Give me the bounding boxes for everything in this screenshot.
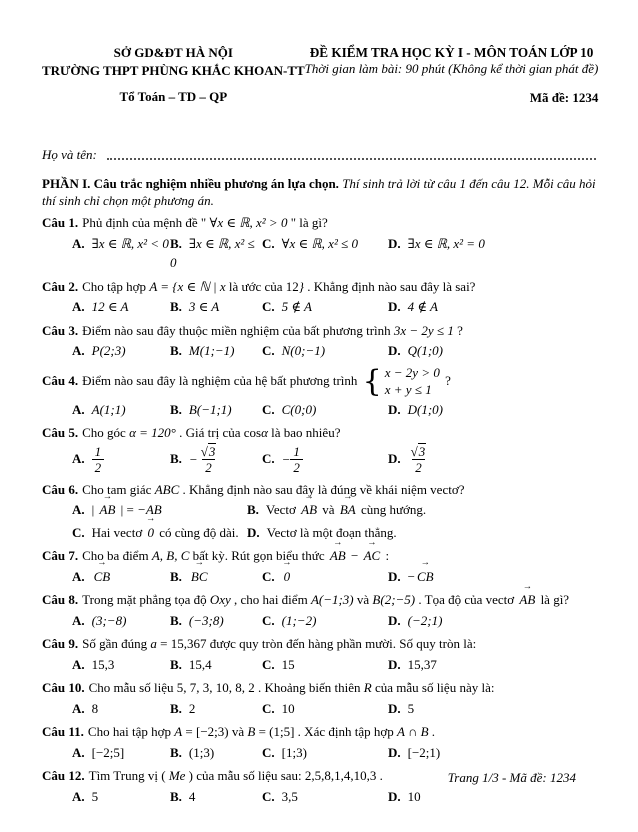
option-B: B. B(−1;1) [170,401,232,417]
option-A: A. 8 [72,700,99,716]
question-number: Câu 10. [42,680,85,696]
option-letter: B. [170,700,182,716]
question-number: Câu 8. [42,592,79,608]
vector-notation: AC → [362,546,383,566]
option-A: A. 5 [72,788,99,804]
part1-heading [42,175,596,209]
options-row [42,655,596,675]
option-C: C. ∀x ∈ ℝ, x² ≤ 0 [262,235,358,251]
vector-notation: CB → [415,567,436,587]
option-D: D. − CB → [388,567,596,587]
question-text: Câu 10. Cho mẫu số liệu 5, 7, 3, 10, 8, 2 . Khoảng biến thiên R của mẫu số liệu này là: [42,680,495,696]
question-text: Câu 4. Điểm nào sau đây là nghiệm của hệ bất phương trình { x − 2y > 0 x + y ≤ 1 ? [42,363,451,399]
option-letter: C. [262,612,275,628]
name-label: Họ và tên: [42,146,97,162]
option-A: A. P(2;3) [72,343,126,359]
option-A: A. ∃x ∈ ℝ, x² < 0 [72,235,169,251]
header-right [305,44,599,107]
option-B: B. (−3;8) [170,612,224,628]
options-row [42,787,596,807]
name-line [42,147,596,163]
option-letter: D. [388,299,401,315]
option-letter: A. [72,502,85,518]
option-letter: D. [388,744,401,760]
name-fill-dots [107,157,596,160]
option-letter: D. [388,656,401,672]
question-11 [42,722,596,762]
option-C: C. N(0;−1) [262,343,326,359]
fraction: 1 2 [92,444,105,476]
question-text: Câu 5. Cho góc α = 120° . Giá trị của cosα là bao nhiêu? [42,425,341,441]
question-4 [42,365,596,419]
question-1 [42,213,596,273]
option-letter: A. [72,656,85,672]
question-number: Câu 7. [42,548,79,564]
option-letter: B. [170,450,182,466]
question-text: Câu 9. Số gần đúng a = 15,367 được quy tròn đến hàng phần mười. Số quy tròn là: [42,636,477,652]
option-B: B. 4 [170,788,196,804]
vector-notation: 0 → [282,567,293,587]
option-letter: D. [388,700,401,716]
option-C: C. 15 [262,656,295,672]
option-letter: C. [262,700,275,716]
exam-duration: Thời gian làm bài: 90 phút (Không kể thời gian phát đề) [304,61,599,77]
options-row [42,699,596,719]
option-B [170,567,262,587]
exam-code: Mã đề: 1234 [529,90,599,106]
option-letter: D. [247,524,260,540]
option-letter: D. [388,568,401,584]
option-letter: A. [72,299,85,315]
question-9 [42,634,596,674]
question-text: Câu 2. Cho tập hợp A = {x ∈ ℕ | x là ước của 12} . Khẳng định nào sau đây là sai? [42,278,476,294]
option-A: A. (3;−8) [72,612,127,628]
option-D: D. [−2;1) [388,744,441,760]
option-B: B. 15,4 [170,656,212,672]
option-A: A. 12 ∈ A [72,299,129,315]
option-D: D. 4 ∉ A [388,299,438,315]
option-D: D. ∃x ∈ ℝ, x² = 0 [388,235,485,251]
option-letter: C. [262,235,275,251]
option-B: B. 3 ∈ A [170,299,220,315]
part1-title: PHẦN I. Câu trắc nghiệm nhiều phương án lựa chọn. [42,175,339,191]
header [42,44,599,107]
fraction: − $\frac{√3}{2}$ [188,443,216,476]
department-name: SỞ GD&ĐT HÀ NỘI [113,45,233,60]
question-number: Câu 11. [42,724,84,740]
option-letter: B. [170,568,182,584]
fraction: √3 2 [410,443,426,476]
question-number: Câu 4. [42,372,79,388]
school-name: TRƯỜNG THPT PHÙNG KHẮC KHOAN-TT [42,62,305,78]
options-row [42,611,596,631]
question-number: Câu 1. [42,215,79,231]
option-D: D. 15,37 [388,656,437,672]
question-text: Câu 3. Điểm nào sau đây thuộc miền nghiệm của bất phương trình 3x − 2y ≤ 1 ? [42,322,463,338]
option-letter: B. [170,744,182,760]
question-number: Câu 2. [42,278,79,294]
vector-notation: AB → [299,500,319,520]
header-left [42,44,305,106]
option-letter: B. [170,343,182,359]
option-letter: A. [72,450,85,466]
option-letter: C. [262,401,275,417]
vector-notation: BC → [189,567,210,587]
question-number: Câu 12. [42,768,85,784]
option-B: B. Vectơ AB → và BA → cùng hướng. [247,500,596,520]
option-letter: C. [262,343,275,359]
option-B: B. M(1;−1) [170,343,235,359]
question-text: Câu 1. Phủ định của mệnh đề " ∀x ∈ ℝ, x² > 0 " là gì? [42,215,328,231]
option-letter: D. [388,612,401,628]
option-letter: C. [262,656,275,672]
option-C [262,567,388,587]
vector-notation: AB → [98,500,118,520]
question-3 [42,321,596,361]
option-letter: B. [170,401,182,417]
option-letter: D. [388,343,401,359]
option-letter: B. [247,502,259,518]
option-letter: A. [72,568,85,584]
option-D [388,444,596,476]
option-letter: D. [388,401,401,417]
options-row [42,400,596,420]
option-A: A. [−2;5] [72,744,125,760]
option-letter: D. [388,235,401,251]
option-B: B. ∃x ∈ ℝ, x² ≤ 0 [170,235,255,271]
option-B [170,444,262,476]
options-row [42,234,596,273]
options-row [42,567,596,587]
question-text: Câu 7. Cho ba điểm A, B, C bất kỳ. Rút gọn biểu thức AB → − AC → : [42,546,596,566]
option-C: C. (1;−2) [262,612,317,628]
page-footer: Trang 1/3 - Mã đề: 1234 [447,770,576,785]
option-B: B. 2 [170,700,196,716]
option-letter: A. [72,744,85,760]
option-letter: B. [170,299,182,315]
option-A: A. A(1;1) [72,401,126,417]
question-text: Câu 12. Tìm Trung vị ( Me ) của mẫu số liệu sau: 2,5,8,1,4,10,3 . [42,768,383,784]
part1-note: Thí sinh trả lời từ câu 1 đến câu 12. Mỗi câu hỏi thí sinh chỉ chọn một phương án. [42,175,596,209]
vector-notation: 0 → [145,523,156,543]
inequality-system: { x − 2y > 0 x + y ≤ 1 [362,363,440,399]
vector-notation: BA → [338,500,358,520]
option-D: D. D(1;0) [388,401,444,417]
subject-group: Tổ Toán – TD – QP [119,89,228,105]
option-letter: B. [170,788,182,804]
option-letter: A. [72,700,85,716]
option-letter: A. [72,235,85,251]
options-row [42,341,596,361]
options-row [42,444,596,476]
option-letter: A. [72,788,85,804]
option-A: A. | AB → | = −AB [72,500,247,520]
question-text: Câu 11. Cho hai tập hợp A = [−2;3) và B = (1;5] . Xác định tập hợp A ∩ B . [42,724,436,740]
option-letter: D. [388,788,401,804]
option-D: D. 10 [388,788,421,804]
option-letter: B. [170,235,182,251]
option-letter: C. [262,450,275,466]
option-A [72,444,170,476]
question-10 [42,678,596,718]
option-letter: C. [72,524,85,540]
option-letter: C. [262,568,275,584]
vector-notation: AB → [328,546,348,566]
vector-notation: CB → [92,567,113,587]
option-B: B. (1;3) [170,744,215,760]
question-text: Câu 6. Cho tam giác ABC . Khẳng định nào sau đây là đúng về khái niệm vectơ? [42,481,465,497]
option-A [72,567,170,587]
option-C: C. 10 [262,700,295,716]
question-text: Câu 8. Trong mặt phẳng tọa độ Oxy , cho hai điểm A(−1;3) và B(2;−5) . Tọa độ của vectơ AB → là gì? [42,590,596,610]
option-D: D. Q(1;0) [388,343,444,359]
option-C: C. 3,5 [262,788,298,804]
option-C: C. [1;3) [262,744,307,760]
question-8 [42,590,596,630]
question-number: Câu 5. [42,425,79,441]
option-C [262,444,388,476]
options-row [42,500,596,542]
option-letter: A. [72,401,85,417]
questions-list [42,213,596,806]
option-letter: A. [72,612,85,628]
option-letter: A. [72,343,85,359]
option-C: C. C(0;0) [262,401,317,417]
option-letter: C. [262,788,275,804]
options-row [42,297,596,317]
options-row [42,743,596,763]
question-7 [42,546,596,586]
exam-title: ĐỀ KIỂM TRA HỌC KỲ I - MÔN TOÁN LỚP 10 [309,45,594,60]
option-C: C. Hai vectơ 0 → có cùng độ dài. [72,523,247,543]
option-A: A. 15,3 [72,656,115,672]
question-2 [42,277,596,317]
option-D: D. Vectơ là một đoạn thẳng. [247,524,397,540]
fraction: − $\frac{1}{2}$ [282,444,303,476]
option-letter: D. [388,450,401,466]
option-letter: C. [262,299,275,315]
option-C: C. 5 ∉ A [262,299,312,315]
option-D: D. 5 [388,700,415,716]
question-5 [42,423,596,476]
question-number: Câu 3. [42,322,79,338]
question-number: Câu 6. [42,481,79,497]
question-number: Câu 9. [42,636,79,652]
option-D: D. (−2;1) [388,612,443,628]
option-letter: B. [170,656,182,672]
vector-notation: AB → [517,590,537,610]
option-letter: B. [170,612,182,628]
question-6 [42,480,596,543]
option-letter: C. [262,744,275,760]
